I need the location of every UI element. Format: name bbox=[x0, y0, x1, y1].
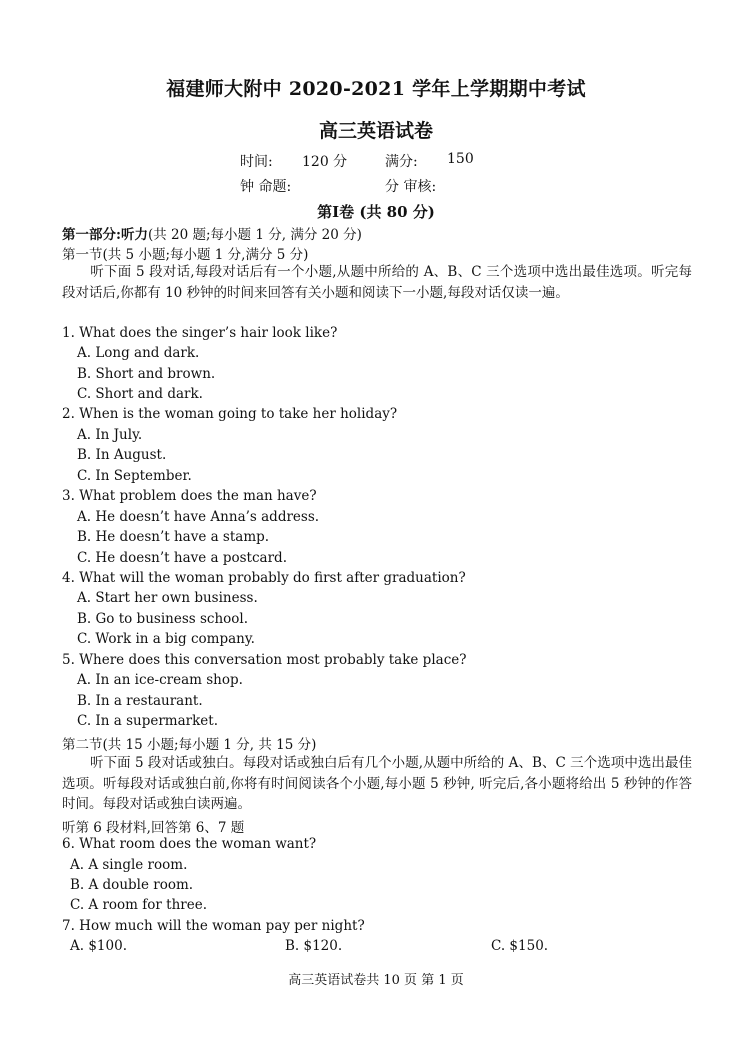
reviewer-label: 分 审核: bbox=[385, 179, 437, 195]
time-label: 时间: bbox=[240, 154, 273, 170]
question-5: 5. Where does this conversation most probably take place? bbox=[62, 652, 467, 668]
option-5a: A. In an ice-cream shop. bbox=[77, 672, 243, 688]
option-1b: B. Short and brown. bbox=[77, 366, 216, 382]
option-3c: C. He doesn’t have a postcard. bbox=[77, 550, 287, 566]
option-6a: A. A single room. bbox=[70, 857, 188, 873]
option-7b: B. $120. bbox=[285, 938, 343, 954]
score-label: 满分: bbox=[385, 154, 418, 170]
material-6-note: 听第 6 段材料,回答第 6、7 题 bbox=[62, 820, 245, 836]
question-4: 4. What will the woman probably do first after graduation? bbox=[62, 570, 466, 586]
section2-heading: 第二节(共 15 小题;每小题 1 分, 共 15 分) bbox=[62, 737, 317, 753]
option-3a: A. He doesn’t have Anna’s address. bbox=[77, 509, 320, 525]
score-value: 150 bbox=[447, 151, 474, 167]
section1-instructions bbox=[62, 262, 692, 303]
question-6: 6. What room does the woman want? bbox=[62, 836, 317, 852]
question-2: 2. When is the woman going to take her holiday? bbox=[62, 406, 398, 422]
option-2a: A. In July. bbox=[77, 427, 143, 443]
option-4b: B. Go to business school. bbox=[77, 611, 249, 627]
question-1: 1. What does the singer’s hair look like? bbox=[62, 325, 338, 341]
option-5b: B. In a restaurant. bbox=[77, 693, 203, 709]
option-2c: C. In September. bbox=[77, 468, 192, 484]
option-3b: B. He doesn’t have a stamp. bbox=[77, 529, 270, 545]
section1-heading: 第一节(共 5 小题;每小题 1 分,满分 5 分) bbox=[62, 247, 309, 263]
volume-title: 第Ⅰ卷 (共 80 分) bbox=[317, 203, 435, 221]
option-4a: A. Start her own business. bbox=[77, 590, 258, 606]
part1-heading-bold: 第一部分:听力 bbox=[62, 227, 148, 243]
section1-instructions-text: 听下面 5 段对话,每段对话后有一个小题,从题中所给的 A、B、C 三个选项中选出最佳选项。听完每段对话后,你都有 10 秒钟的时间来回答有关小题和阅读下一小题,每段对话仅读一遍。 bbox=[62, 264, 692, 301]
exam-subtitle: 高三英语试卷 bbox=[318, 120, 433, 142]
option-1c: C. Short and dark. bbox=[77, 386, 203, 402]
option-5c: C. In a supermarket. bbox=[77, 713, 218, 729]
page-footer: 高三英语试卷共 10 页 第 1 页 bbox=[288, 973, 464, 988]
option-7c: C. $150. bbox=[491, 938, 549, 954]
question-3: 3. What problem does the man have? bbox=[62, 488, 317, 504]
option-4c: C. Work in a big company. bbox=[77, 631, 255, 647]
section2-instructions bbox=[62, 753, 692, 815]
option-7a: A. $100. bbox=[70, 938, 127, 954]
question-7: 7. How much will the woman pay per night? bbox=[62, 918, 365, 934]
part1-heading bbox=[62, 223, 362, 243]
option-1a: A. Long and dark. bbox=[77, 345, 200, 361]
section2-instructions-text: 听下面 5 段对话或独白。每段对话或独白后有几个小题,从题中所给的 A、B、C 三个选项中选出最佳选项。听每段对话或独白前,你将有时间阅读各个小题,每小题 5 秒钟, 听完后,各小题将给出 5 秒钟的作答时间。每段对话或独白读两遍。 bbox=[62, 755, 692, 812]
option-2b: B. In August. bbox=[77, 447, 167, 463]
setter-label: 钟 命题: bbox=[240, 179, 292, 195]
option-6c: C. A room for three. bbox=[70, 897, 207, 913]
part1-heading-rest: (共 20 题;每小题 1 分, 满分 20 分) bbox=[147, 227, 362, 243]
option-6b: B. A double room. bbox=[70, 877, 194, 893]
time-value: 120 分 bbox=[302, 154, 348, 170]
exam-title: 福建师大附中 2020-2021 学年上学期期中考试 bbox=[166, 78, 586, 100]
